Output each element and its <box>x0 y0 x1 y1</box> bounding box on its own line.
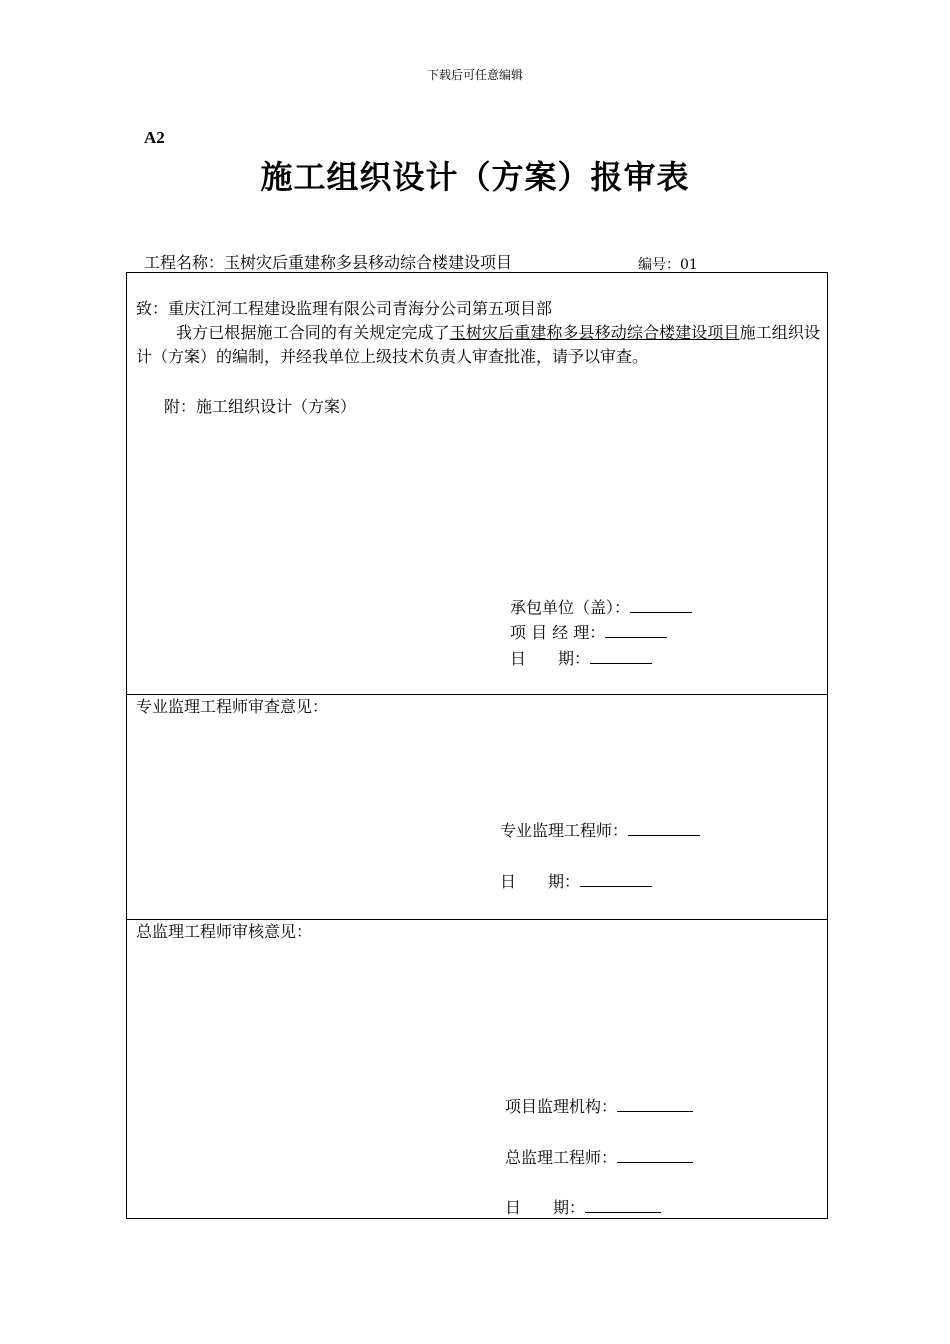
paragraph-project-name: 玉树灾后重建称多县移动综合楼建设项目 <box>449 323 740 342</box>
project-name-value: 玉树灾后重建称多县移动综合楼建设项目 <box>224 253 513 272</box>
addressee-label: 致： <box>136 299 169 318</box>
addressee-value: 重庆江河工程建设监理有限公司青海分公司第五项目部 <box>168 299 553 318</box>
contractor-date-row <box>510 647 652 670</box>
project-name-label: 工程名称： <box>144 253 225 272</box>
engineer-signature-row <box>500 819 700 842</box>
page-title: 施工组织设计（方案）报审表 <box>260 158 690 196</box>
contractor-seal-row <box>510 596 692 619</box>
contractor-date-blank[interactable] <box>590 647 652 664</box>
form-code: A2 <box>144 128 165 147</box>
contractor-section <box>127 273 827 694</box>
chief-date-blank[interactable] <box>585 1196 661 1213</box>
contractor-date-label: 日 期： <box>510 649 591 668</box>
chief-signature-row <box>505 1146 693 1169</box>
chief-date-label: 日 期： <box>505 1198 586 1217</box>
paragraph-prefix: 我方已根据施工合同的有关规定完成了 <box>176 323 450 342</box>
chief-date-row <box>505 1196 661 1219</box>
document-number-label: 编号： <box>638 257 680 273</box>
request-paragraph <box>136 321 820 369</box>
engineer-date-row <box>500 870 652 893</box>
project-manager-blank[interactable] <box>605 621 667 638</box>
contractor-seal-label: 承包单位（盖）： <box>510 598 631 617</box>
chief-review-heading: 总监理工程师审核意见： <box>136 922 313 941</box>
paragraph-suffix: 施工组织设计（方案）的编制，并经我单位上级技术负责人审查批准，请予以审查。 <box>136 323 820 366</box>
header-note: 下载后可任意编辑 <box>426 68 523 82</box>
engineer-date-blank[interactable] <box>580 870 652 887</box>
contractor-seal-blank[interactable] <box>630 596 692 613</box>
attachment-line: 附：施工组织设计（方案） <box>164 397 357 416</box>
engineer-signature-blank[interactable] <box>628 819 700 836</box>
project-manager-label: 项 目 经 理： <box>510 623 606 642</box>
supervision-org-row <box>505 1095 693 1118</box>
project-manager-row <box>510 621 667 644</box>
document-number-value: 01 <box>680 257 698 273</box>
project-name-line <box>144 250 512 273</box>
chief-signature-label: 总监理工程师： <box>505 1148 618 1167</box>
addressee-line <box>136 297 552 321</box>
supervision-org-blank[interactable] <box>617 1095 693 1112</box>
chief-review-section <box>127 919 827 1218</box>
engineer-review-heading: 专业监理工程师审查意见： <box>136 697 329 716</box>
engineer-date-label: 日 期： <box>500 872 581 891</box>
chief-signature-blank[interactable] <box>617 1146 693 1163</box>
supervision-org-label: 项目监理机构： <box>505 1097 618 1116</box>
engineer-review-section <box>127 694 827 919</box>
document-number-line <box>638 254 698 274</box>
review-form-table <box>126 272 828 1219</box>
engineer-signature-label: 专业监理工程师： <box>500 821 629 840</box>
